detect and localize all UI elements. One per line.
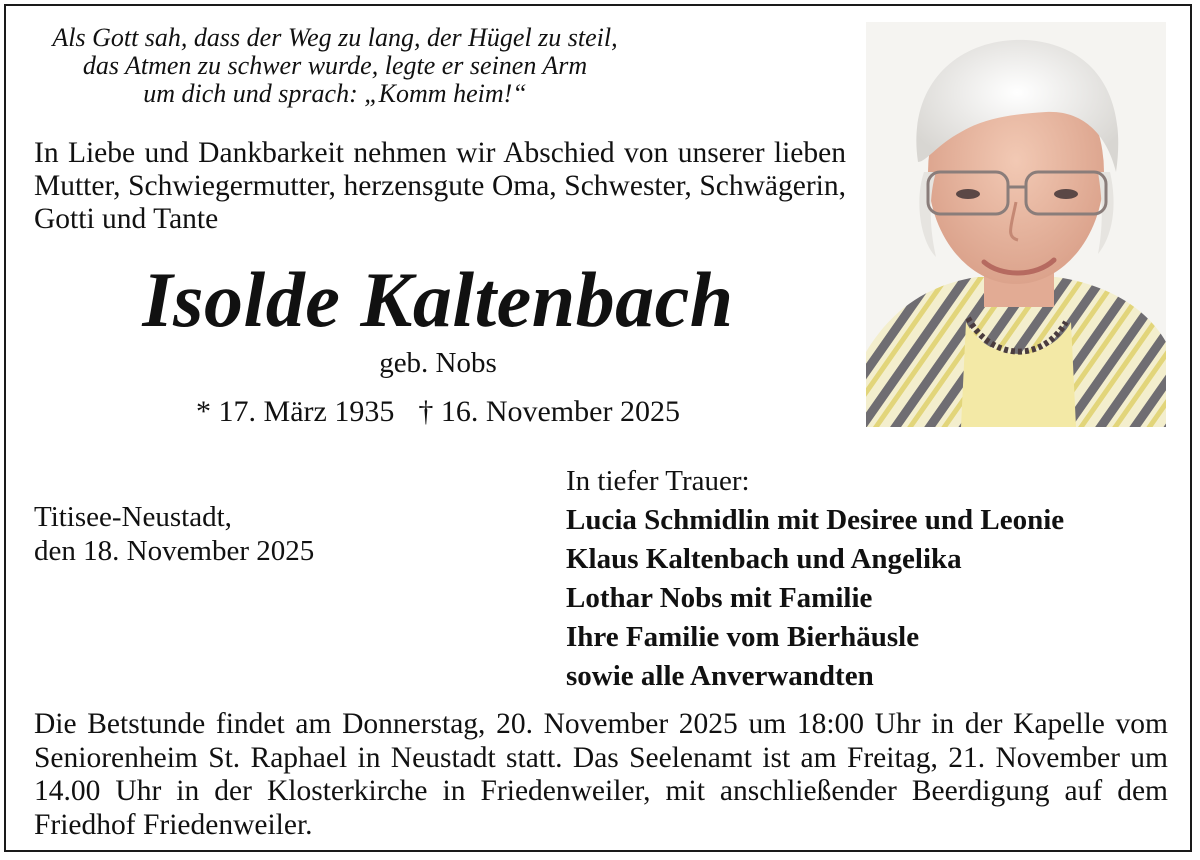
mourner-entry: Lothar Nobs mit Familie	[566, 582, 873, 614]
portrait-photo	[866, 22, 1166, 427]
portrait-illustration	[866, 22, 1166, 427]
poem-line: Als Gott sah, dass der Weg zu lang, der Hügel zu steil,	[52, 23, 618, 52]
place: Titisee-Neustadt,	[34, 501, 232, 533]
maiden-name: geb. Nobs	[379, 347, 497, 379]
place-and-date	[34, 500, 534, 568]
birth-date: * 17. März 1935	[196, 395, 395, 428]
mourners-heading: In tiefer Trauer:	[566, 465, 750, 497]
notice-date: den 18. November 2025	[34, 535, 315, 567]
service-details: Die Betstunde findet am Donnerstag, 20. November 2025 um 18:00 Uhr in der Kapelle vom Seniorenheim St. Raphael in Neustadt statt. Das Seelenamt ist am Freitag, 21. November um 14.00 Uhr in der Klosterkirche in Friedenweiler, mit anschließender Beerdigung auf dem Friedhof Friedenweiler.	[34, 708, 1168, 841]
poem-line: das Atmen zu schwer wurde, legte er seinen Arm	[82, 51, 588, 80]
poem-line: um dich und sprach: „Komm heim!“	[143, 79, 527, 108]
mourner-entry: sowie alle Anverwandten	[566, 660, 874, 692]
deceased-name: Isolde Kaltenbach	[142, 256, 734, 343]
mourner-entry: Lucia Schmidlin mit Desiree und Leonie	[566, 504, 1065, 536]
death-date: † 16. November 2025	[418, 395, 680, 428]
intro-text: In Liebe und Dankbarkeit nehmen wir Abschied von unserer lieben Mutter, Schwiegermutter, herzensgute Oma, Schwester, Schwägerin, Gotti und Tante	[34, 137, 846, 235]
mourner-entry: Ihre Familie vom Bierhäusle	[566, 621, 920, 653]
mourners-list	[566, 462, 1176, 696]
life-dates	[34, 394, 842, 430]
poem	[30, 24, 640, 108]
mourner-entry: Klaus Kaltenbach und Angelika	[566, 543, 962, 575]
